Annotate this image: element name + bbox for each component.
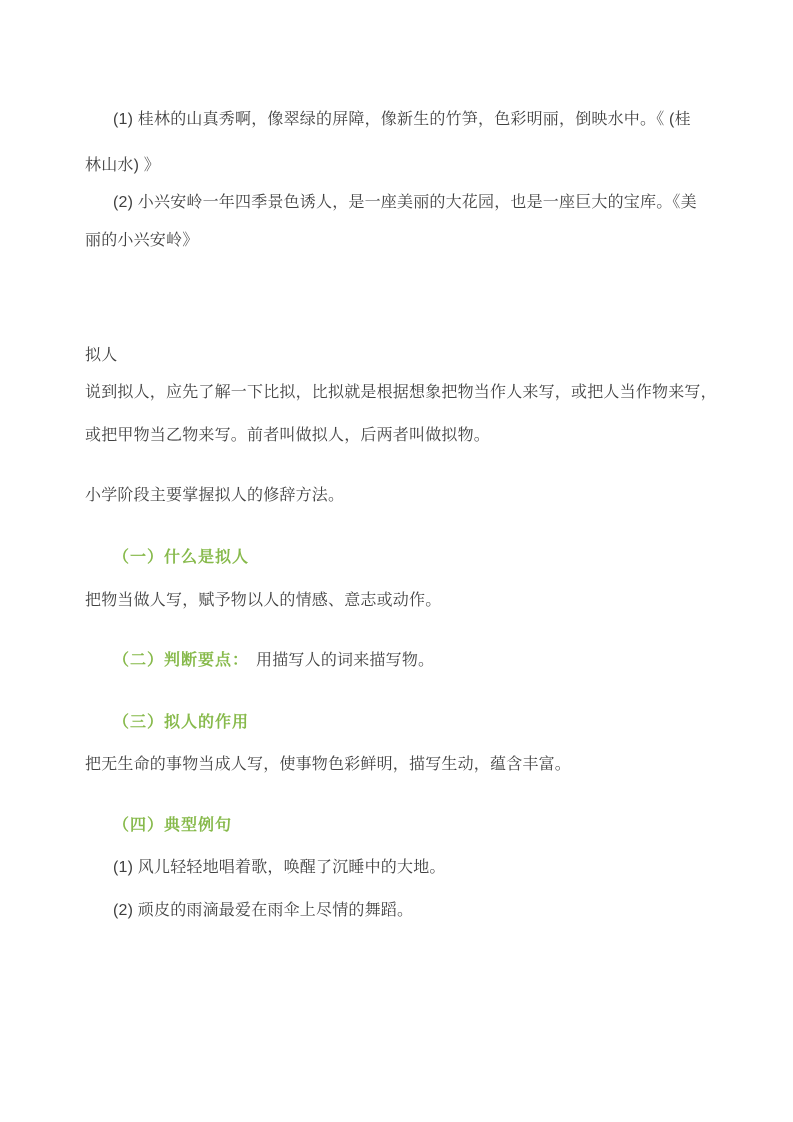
text-line: 林山水) 》 <box>85 157 160 174</box>
text-line: 把无生命的事物当成人写，使事物色彩鲜明，描写生动，蕴含丰富。 <box>85 756 572 773</box>
text-line: 拟人 <box>85 347 118 364</box>
section-heading-label: （二）判断要点： <box>113 652 250 669</box>
text-line: 或把甲物当乙物来写。前者叫做拟人，后两者叫做拟物。 <box>85 427 491 444</box>
heading-inline-text: 用描写人的词来描写物。 <box>256 652 435 669</box>
text-line: (2) 顽皮的雨滴最爱在雨伞上尽情的舞蹈。 <box>113 902 414 919</box>
section-heading: （一）什么是拟人 <box>113 549 250 566</box>
text-line: 丽的小兴安岭》 <box>85 232 199 249</box>
text-line: 小学阶段主要掌握拟人的修辞方法。 <box>85 487 345 504</box>
section-heading <box>113 650 434 672</box>
text-line: (1) 桂林的山真秀啊，像翠绿的屏障，像新生的竹笋，色彩明丽，倒映水中。《 (桂 <box>113 111 691 128</box>
section-heading: （四）典型例句 <box>113 817 233 834</box>
text-line: (1) 风儿轻轻地唱着歌，唤醒了沉睡中的大地。 <box>113 859 446 876</box>
text-line: 把物当做人写，赋予物以人的情感、意志或动作。 <box>85 592 442 609</box>
text-line: (2) 小兴安岭一年四季景色诱人，是一座美丽的大花园，也是一座巨大的宝库。《美 <box>113 194 697 211</box>
section-heading: （三）拟人的作用 <box>113 714 250 731</box>
text-line: 说到拟人，应先了解一下比拟，比拟就是根据想象把物当作人来写，或把人当作物来写， <box>85 384 717 401</box>
